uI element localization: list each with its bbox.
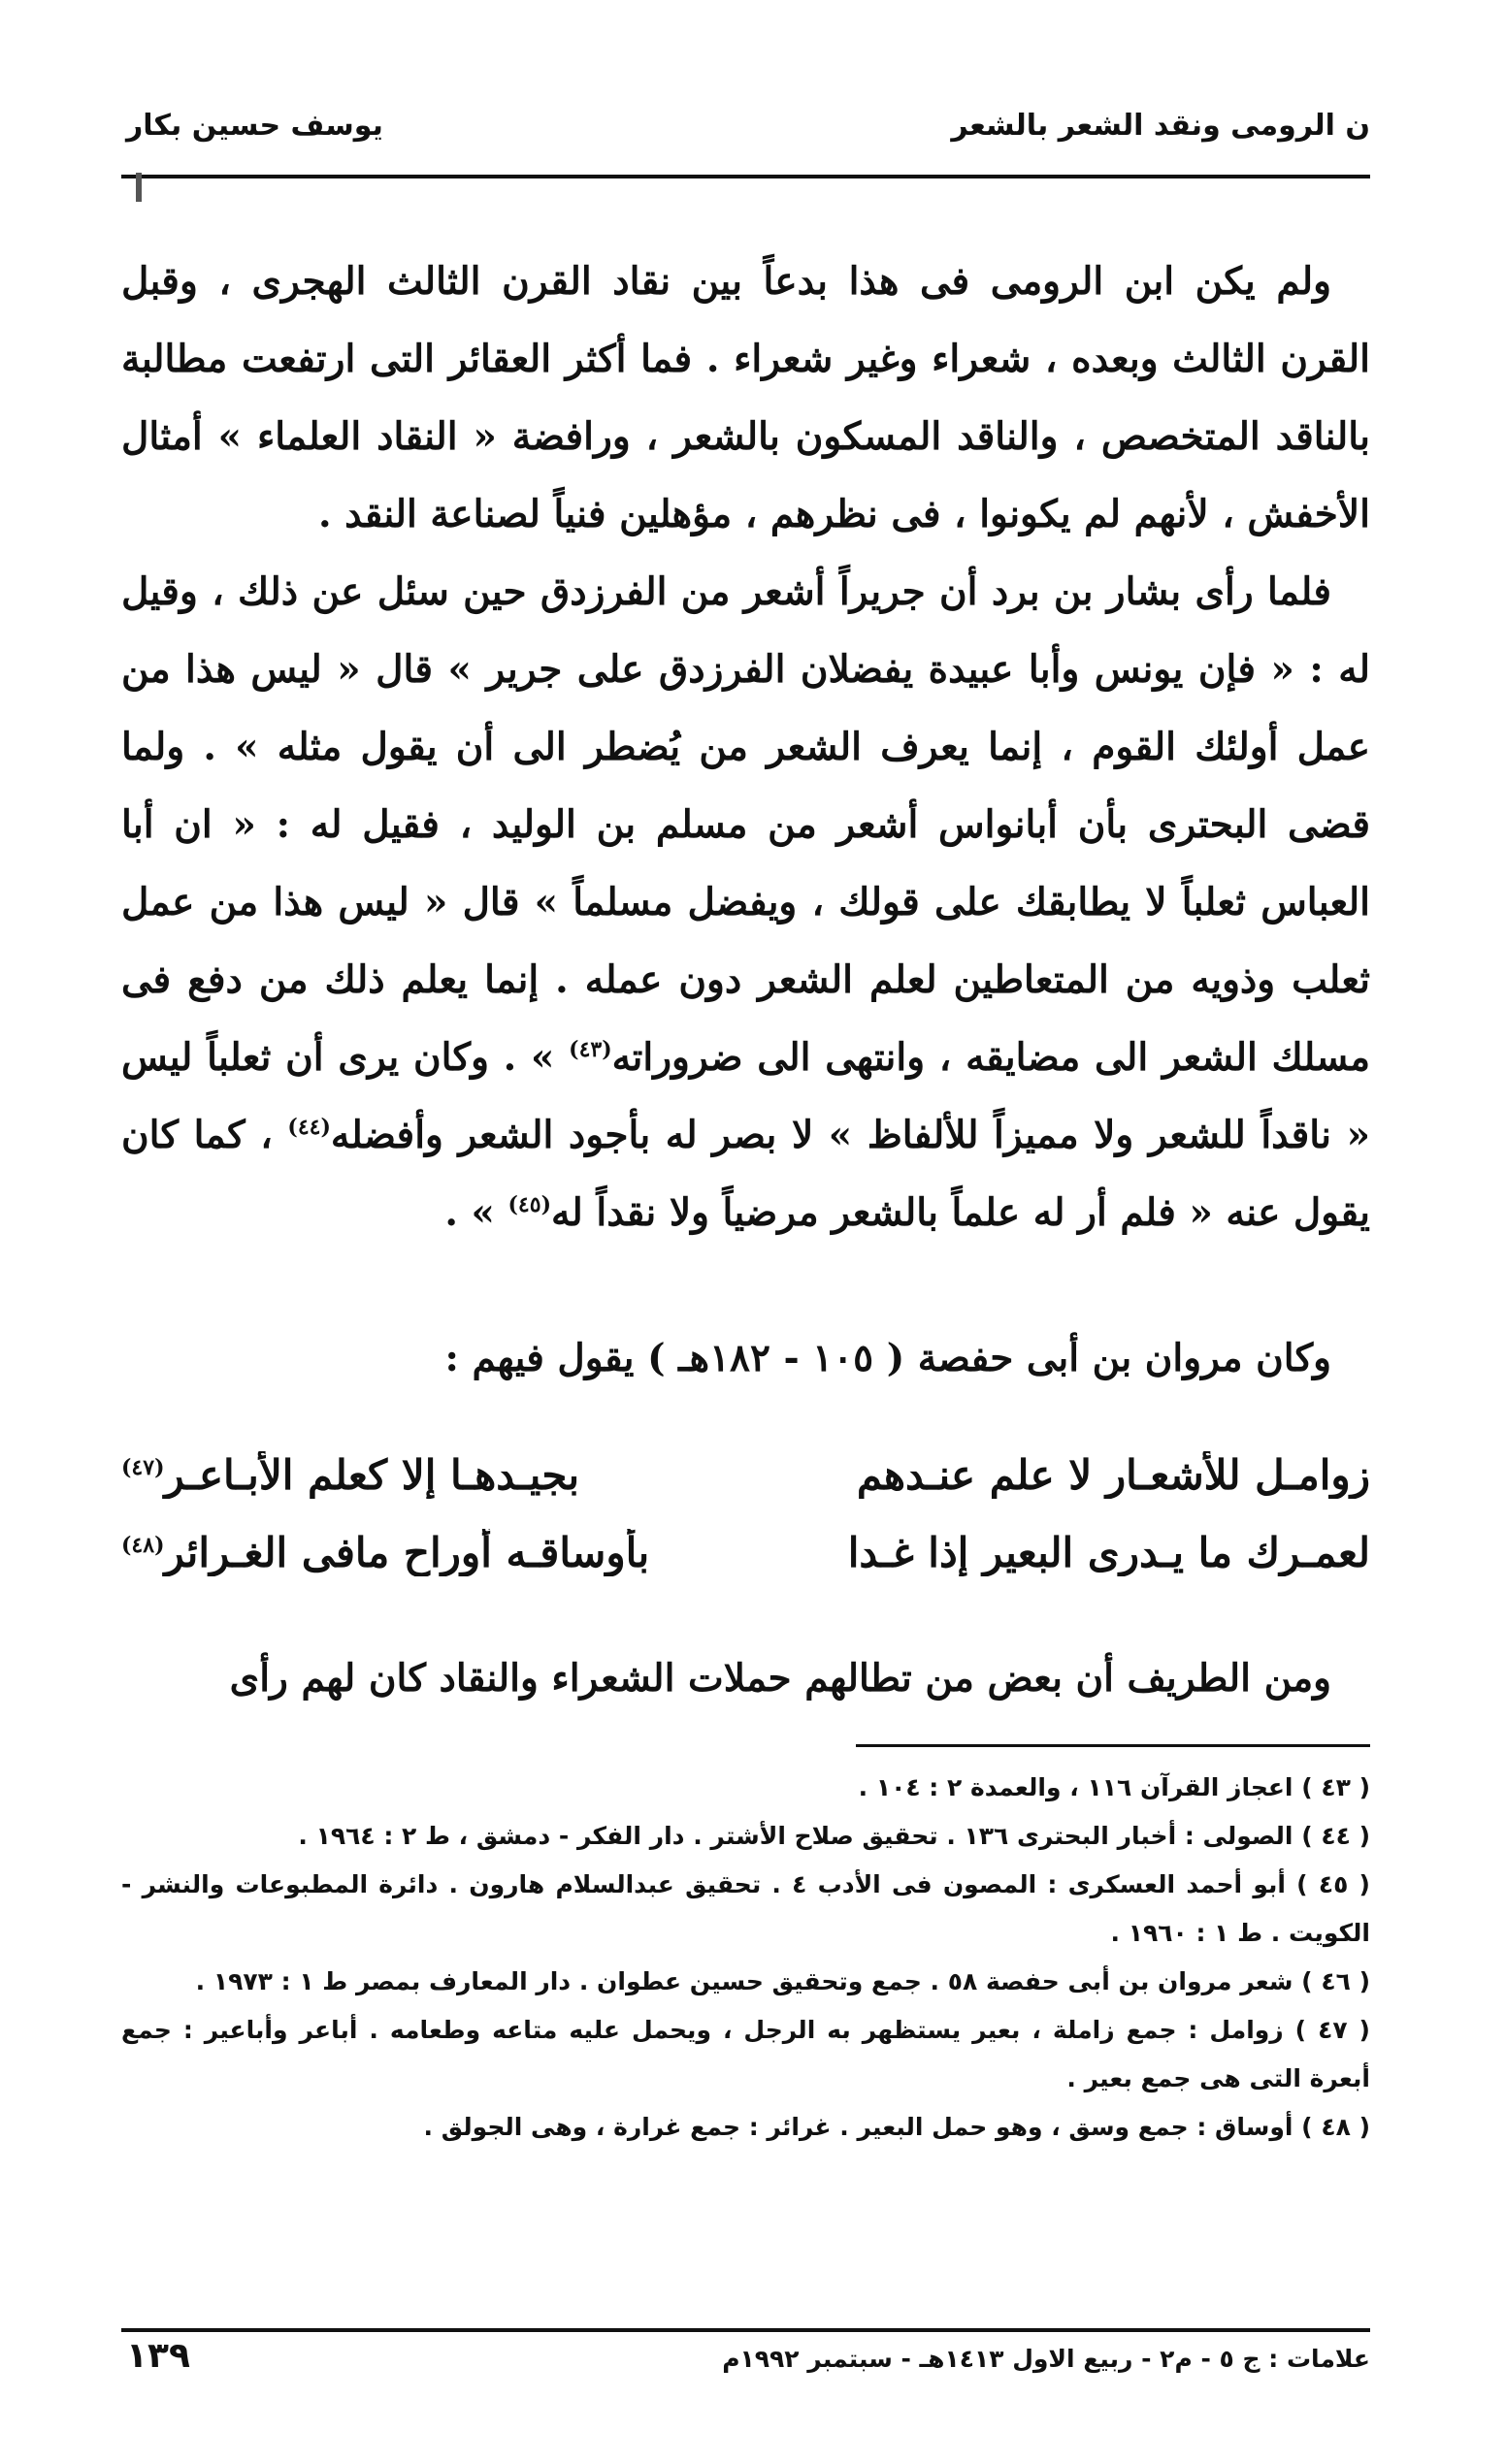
footnote-47: ( ٤٧ ) زوامل : جمع زاملة ، بعير يستظهر به الرجل ، ويحمل عليه متاعه وطعامه . أباعر وأباعير : جمع أبعرة التى هى جمع بعير . bbox=[121, 2016, 1370, 2092]
poem bbox=[121, 1436, 1370, 1591]
footnote-rule bbox=[856, 1744, 1370, 1747]
footnote-ref-48[interactable]: (٤٨) bbox=[121, 1532, 165, 1558]
footnote-ref-44[interactable]: (٤٤) bbox=[287, 1115, 331, 1140]
footnote-45: ( ٤٥ ) أبو أحمد العسكرى : المصون فى الأدب ٤ . تحقيق عبدالسلام هارون . دائرة المطبوعات والنشر - الكويت . ط ١ : ١٩٦٠ . bbox=[121, 1870, 1370, 1947]
page-number: ١٣٩ bbox=[126, 2336, 190, 2376]
header-tick-mark bbox=[136, 173, 142, 202]
paragraph-2-continuation-2: ، كما كان يقول عنه « فلم أر له علماً بالشعر مرضياً ولا نقداً له bbox=[121, 1113, 1370, 1235]
footer bbox=[126, 2336, 1370, 2376]
footnote-ref-43[interactable]: (٤٣) bbox=[569, 1037, 612, 1062]
author-name: يوسف حسين بكار bbox=[126, 109, 383, 143]
footer-rule bbox=[121, 2328, 1370, 2332]
footnote-43: ( ٤٣ ) اعجاز القرآن ١١٦ ، والعمدة ٢ : ١٠٤ . bbox=[858, 1773, 1370, 1801]
footnote-46: ( ٤٦ ) شعر مروان بن أبى حفصة ٥٨ . جمع وتحقيق حسين عطوان . دار المعارف بمصر ط ١ : ١٩٧٣ . bbox=[195, 1967, 1370, 1995]
journal-info: علامات : ج ٥ - م٢ - ربيع الاول ١٤١٣هـ - سبتمبر ١٩٩٢م bbox=[722, 2345, 1370, 2373]
verse-second-hemistich: بأوساقـه أوراح مافى الغـرائر$^{(٤٨)}$ bbox=[121, 1528, 650, 1576]
footnote-44: ( ٤٤ ) الصولى : أخبار البحترى ١٣٦ . تحقيق صلاح الأشتر . دار الفكر - دمشق ، ط ٢ : ١٩٦٤ . bbox=[298, 1822, 1370, 1850]
verse-second-hemistich: بجيـدهـا إلا كعلم الأبـاعـر$^{(٤٧)}$ bbox=[121, 1450, 580, 1499]
header-rule bbox=[121, 175, 1370, 178]
paragraph-2-continuation: » . وكان يرى أن ثعلباً ليس « ناقداً للشعر ولا مميزاً للألفاظ » لا بصر له بأجود الشعر وأفضله bbox=[121, 1035, 1370, 1157]
verse-first-hemistich: لعمـرك ما يـدرى البعير إذا غـدا bbox=[847, 1528, 1370, 1576]
footnote-48: ( ٤٨ ) أوساق : جمع وسق ، وهو حمل البعير . غرائر : جمع غرارة ، وهى الجولق . bbox=[423, 2113, 1370, 2141]
running-head bbox=[126, 109, 1370, 143]
chapter-title: ن الرومى ونقد الشعر بالشعر bbox=[951, 109, 1370, 143]
paragraph-2-end: » . bbox=[444, 1190, 508, 1235]
verse-first-hemistich: زوامـل للأشعـار لا علم عنـدهم bbox=[856, 1450, 1370, 1499]
paragraph-2-text: فلما رأى بشار بن برد أن جريراً أشعر من الفرزدق حين سئل عن ذلك ، وقيل له : « فإن يونس وأبا عبيدة يفضلان الفرزدق على جرير » قال « ليس هذا من عمل أولئك القوم ، إنما يعرف الشعر من يُضطر الى أن يقول مثله » . ولما قضى البحترى بأن أبانواس أشعر من مسلم بن الوليد ، فقيل له : « ان أبا العباس ثعلباً لا يطابقك على قولك ، ويفضل مسلماً » قال « ليس هذا من عمل ثعلب وذويه من المتعاطين لعلم الشعر دون عمله . إنما يعلم ذلك من دفع فى مسلك الشعر الى مضايقه ، وانتهى الى ضروراته bbox=[121, 569, 1370, 1080]
verse-line bbox=[121, 1513, 1370, 1591]
paragraph-1: ولم يكن ابن الرومى فى هذا بدعاً بين نقاد القرن الثالث الهجرى ، وقبل القرن الثالث وبعده ، شعراء وغير شعراء . فما أكثر العقائر التى ارتفعت مطالبة بالناقد المتخصص ، والناقد المسكون بالشعر ، ورافضة « النقاد العلماء » أمثال الأخفش ، لأنهم لم يكونوا ، فى نظرهم ، مؤهلين فنياً لصناعة النقد . bbox=[121, 259, 1370, 536]
footnotes bbox=[121, 1764, 1370, 2152]
footnote-ref-45[interactable]: (٤٥) bbox=[507, 1192, 551, 1217]
body-text bbox=[121, 243, 1370, 1251]
poem-intro: وكان مروان بن أبى حفصة ( ١٠٥ - ١٨٢هـ ) يقول فيهم : bbox=[444, 1336, 1331, 1380]
verse-line bbox=[121, 1436, 1370, 1513]
paragraph-3: ومن الطريف أن بعض من تطالهم حملات الشعراء والنقاد كان لهم رأى bbox=[229, 1656, 1331, 1701]
footnote-ref-47[interactable]: (٤٧) bbox=[121, 1454, 165, 1480]
paragraph-2 bbox=[121, 553, 1370, 1251]
